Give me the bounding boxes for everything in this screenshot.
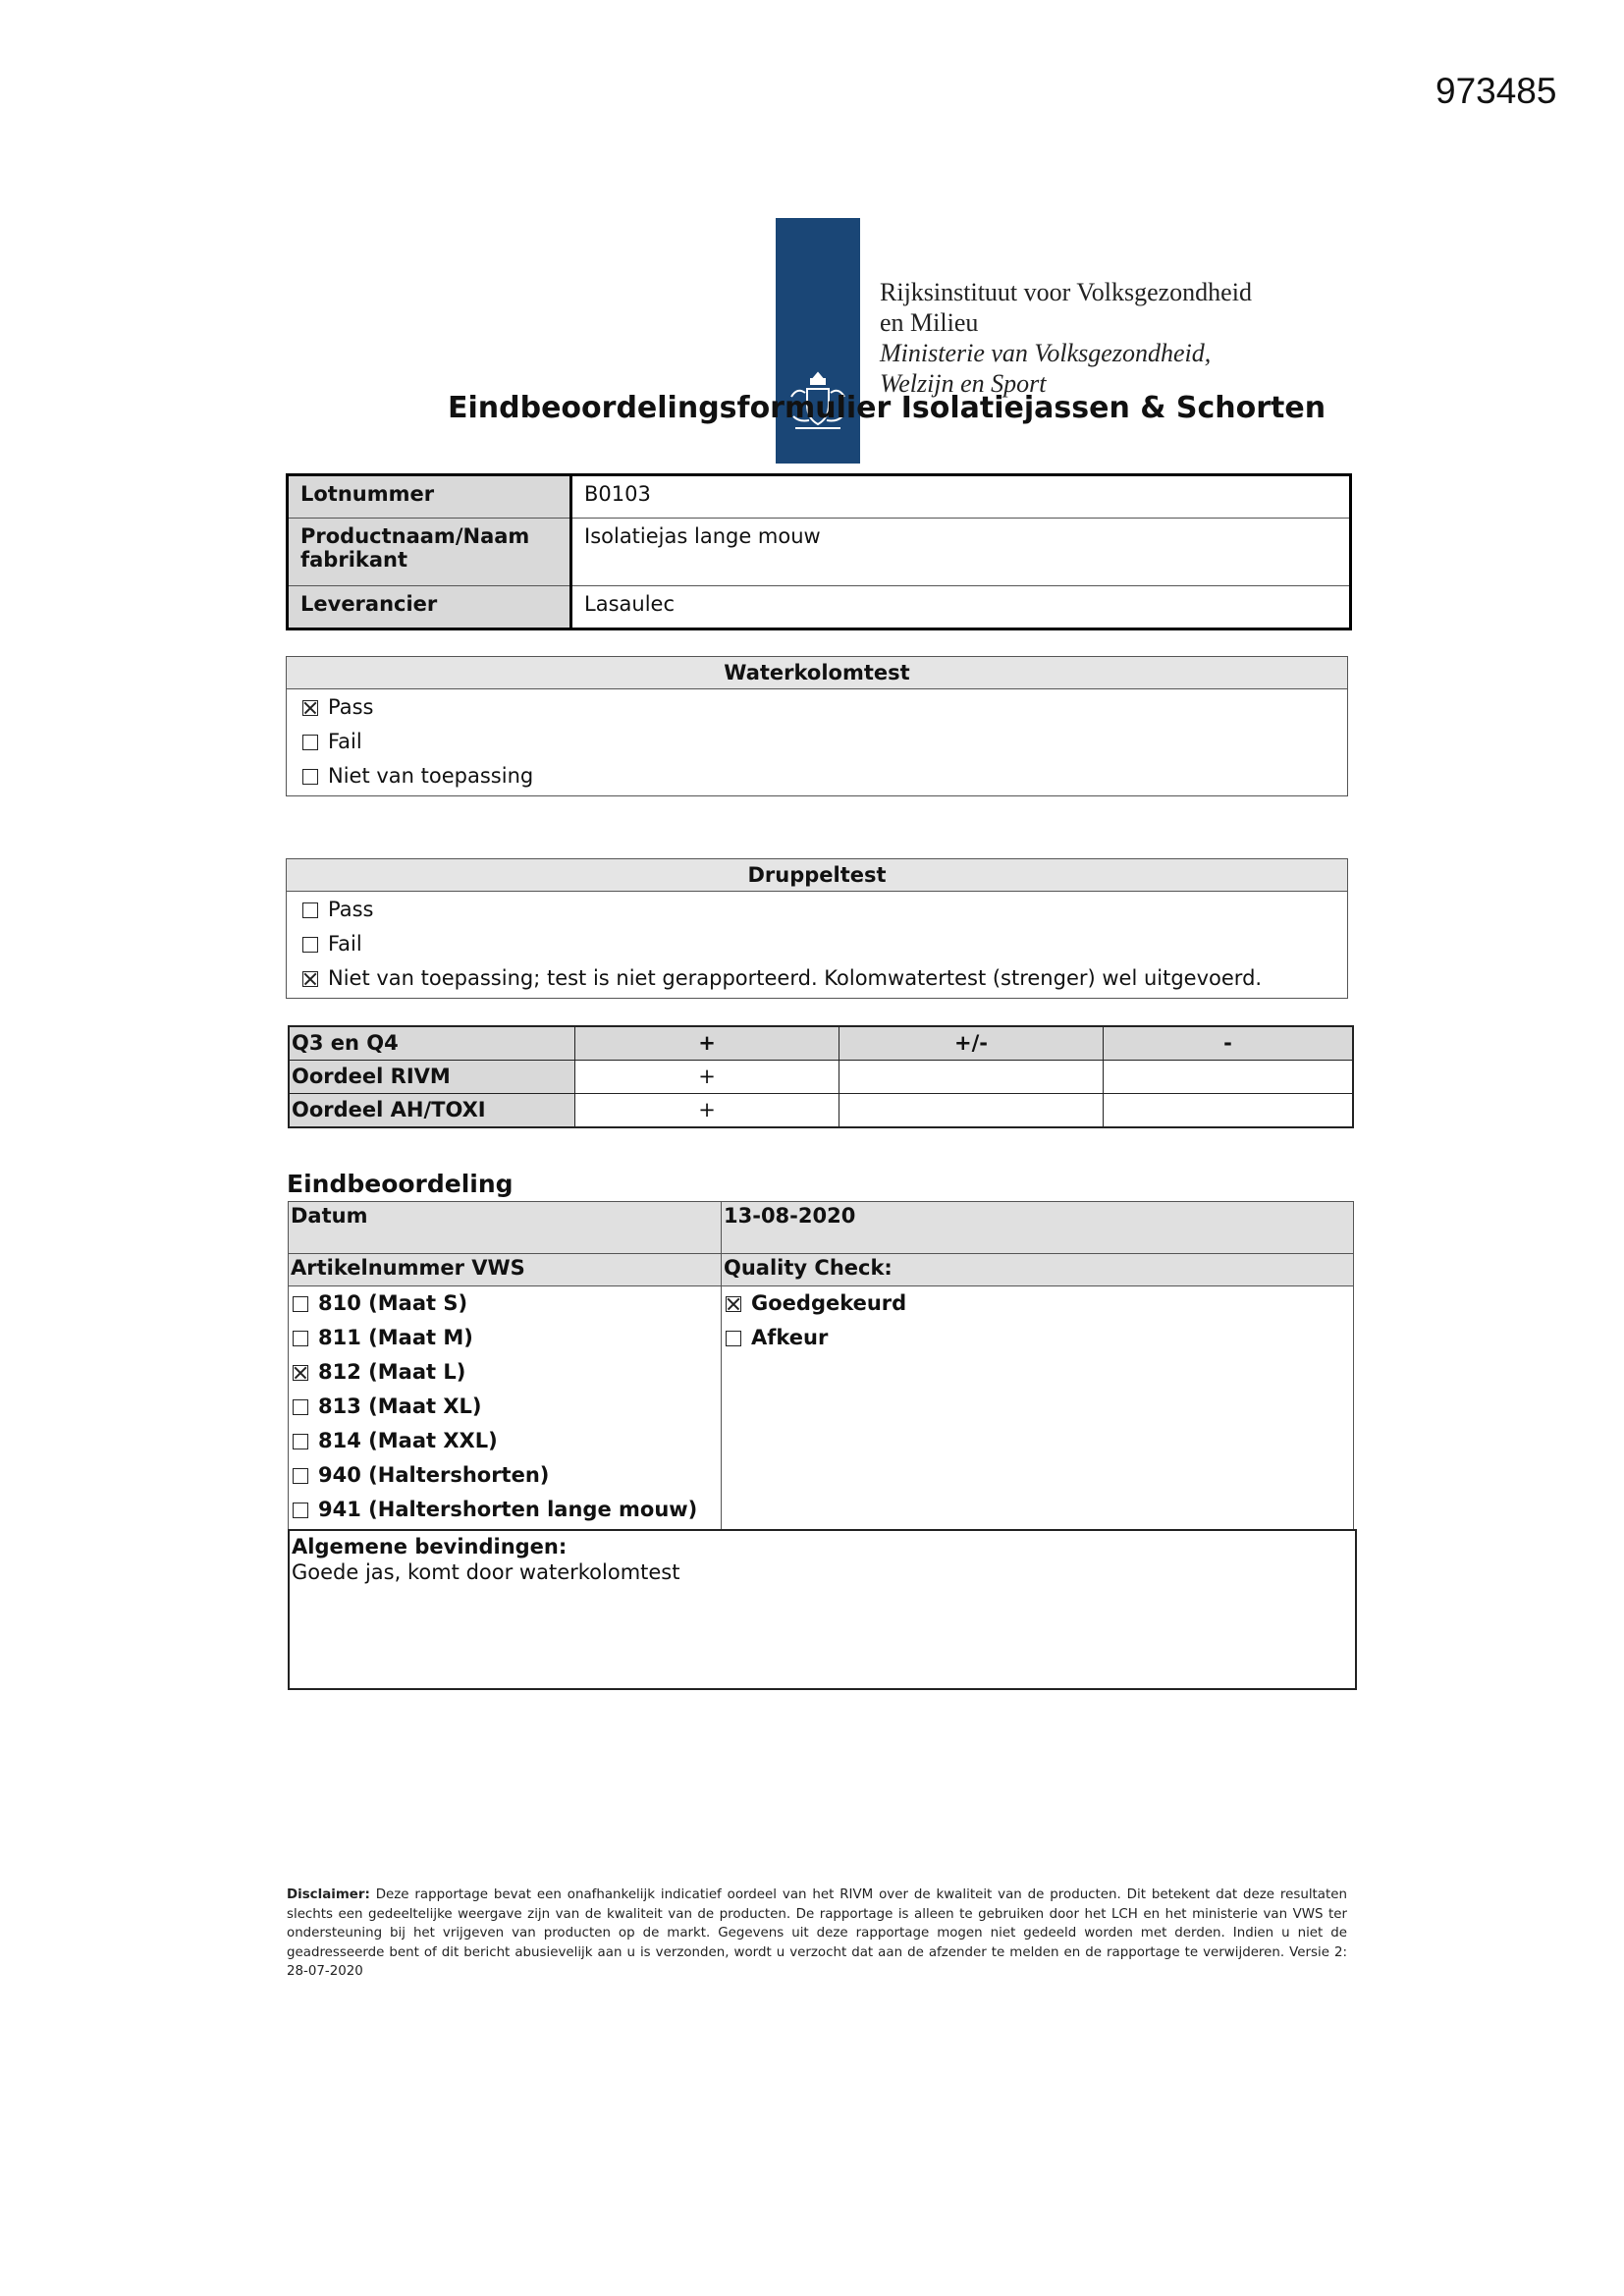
q-cell [839, 1094, 1104, 1128]
quality-label: Afkeur [751, 1326, 829, 1349]
artikel-label: 813 (Maat XL) [318, 1394, 482, 1418]
artikel-940[interactable] [291, 1458, 719, 1493]
section-title: Druppeltest [287, 859, 1347, 892]
info-value: Isolatiejas lange mouw [571, 519, 1351, 586]
q-row-ah-toxi [289, 1094, 1353, 1128]
ministry-line-1: Ministerie van Volksgezondheid, [880, 339, 1212, 367]
artikel-812[interactable] [291, 1355, 719, 1390]
checkbox-icon[interactable] [293, 1468, 308, 1484]
column-header-row [289, 1254, 1354, 1286]
bevindingen-text: Goede jas, komt door waterkolomtest [292, 1560, 680, 1584]
option-fail[interactable] [287, 725, 1347, 759]
datum-row [289, 1202, 1354, 1254]
checkbox-icon[interactable] [293, 1296, 308, 1312]
quality-list [722, 1286, 1354, 1530]
checkbox-checked-icon[interactable] [302, 971, 318, 987]
quality-label: Goedgekeurd [751, 1291, 907, 1315]
artikel-813[interactable] [291, 1390, 719, 1424]
option-fail[interactable] [287, 927, 1347, 961]
option-label: Fail [328, 932, 362, 956]
option-label: Pass [328, 898, 374, 921]
artikel-label: 814 (Maat XXL) [318, 1429, 498, 1452]
q-header-plusminus: +/- [839, 1026, 1104, 1061]
option-label: Niet van toepassing; test is niet gerapporteerd. Kolomwatertest (strenger) wel uitgevoerd. [328, 966, 1263, 990]
druppeltest-section [286, 858, 1348, 999]
disclaimer [287, 1886, 1347, 1982]
options-row [289, 1286, 1354, 1530]
algemene-bevindingen-box [288, 1529, 1357, 1690]
org-line-1: Rijksinstituut voor Volksgezondheid [880, 278, 1252, 306]
checkbox-icon[interactable] [293, 1399, 308, 1415]
artikel-814[interactable] [291, 1424, 719, 1458]
organization-name [880, 277, 1252, 399]
checkbox-checked-icon[interactable] [726, 1296, 741, 1312]
info-value: B0103 [571, 475, 1351, 519]
q-cell: + [575, 1061, 839, 1094]
option-label: Niet van toepassing [328, 764, 534, 788]
option-label: Pass [328, 695, 374, 719]
checkbox-icon[interactable] [302, 902, 318, 918]
q-cell [1104, 1061, 1354, 1094]
info-label: Leverancier [288, 586, 571, 629]
info-row-lotnummer [288, 475, 1351, 519]
option-pass[interactable] [287, 893, 1347, 927]
checkbox-icon[interactable] [293, 1503, 308, 1518]
checkbox-icon[interactable] [293, 1434, 308, 1449]
q-row-rivm [289, 1061, 1353, 1094]
checkbox-icon[interactable] [302, 937, 318, 953]
section-title: Waterkolomtest [287, 657, 1347, 689]
q3-q4-table [288, 1025, 1354, 1128]
disclaimer-label: Disclaimer: [287, 1887, 370, 1902]
checkbox-icon[interactable] [302, 769, 318, 785]
option-label: Fail [328, 730, 362, 753]
artikel-label: 941 (Haltershorten lange mouw) [318, 1498, 698, 1521]
q-cell: + [575, 1094, 839, 1128]
waterkolomtest-section [286, 656, 1348, 796]
checkbox-icon[interactable] [726, 1331, 741, 1346]
artikel-label: 810 (Maat S) [318, 1291, 468, 1315]
datum-value: 13-08-2020 [722, 1202, 1354, 1254]
bevindingen-label: Algemene bevindingen: [292, 1535, 568, 1558]
artikel-941[interactable] [291, 1493, 719, 1527]
info-label: Lotnummer [288, 475, 571, 519]
q-row-label: Oordeel AH/TOXI [289, 1094, 575, 1128]
disclaimer-text: Deze rapportage bevat een onafhankelijk indicatief oordeel van het RIVM over de kwaliteit van de producten. Dit betekent dat deze resultaten slechts een gedeeltelijke weergave zijn van de kwaliteit van de producten. De rapportage is alleen te gebruiken door het LCH en het ministerie van VWS ter ondersteuning bij het vrijgeven van producten op de markt. Gegevens uit deze rapportage mogen niet gedeeld worden met derden. Indien u niet de geadresseerde bent of dit bericht abusievelijk aan u is verzonden, wordt u verzocht dat aan de afzender te melden en de rapportage te verwijderen. Versie 2: 28-07-2020 [287, 1887, 1347, 1979]
checkbox-checked-icon[interactable] [293, 1365, 308, 1381]
info-row-leverancier [288, 586, 1351, 629]
q-header-plus: + [575, 1026, 839, 1061]
quality-check-label: Quality Check: [722, 1254, 1354, 1286]
checkbox-icon[interactable] [293, 1331, 308, 1346]
info-row-productnaam [288, 519, 1351, 586]
q-header-minus: - [1104, 1026, 1354, 1061]
info-value: Lasaulec [571, 586, 1351, 629]
eindbeoordeling-heading: Eindbeoordeling [287, 1170, 514, 1198]
q-header-label: Q3 en Q4 [289, 1026, 575, 1061]
artikel-label: 811 (Maat M) [318, 1326, 473, 1349]
product-info-table [286, 473, 1352, 630]
page-number: 973485 [1435, 71, 1557, 111]
artikel-label: 940 (Haltershorten) [318, 1463, 550, 1487]
checkbox-icon[interactable] [302, 735, 318, 750]
option-niet-van-toepassing[interactable] [287, 961, 1347, 996]
artikel-810[interactable] [291, 1286, 719, 1321]
eindbeoordeling-table [288, 1201, 1354, 1530]
artikel-list [289, 1286, 722, 1530]
q-cell [1104, 1094, 1354, 1128]
quality-afkeur[interactable] [724, 1321, 1351, 1355]
artikel-label: 812 (Maat L) [318, 1360, 466, 1384]
artikelnummer-label: Artikelnummer VWS [289, 1254, 722, 1286]
q-header-row [289, 1026, 1353, 1061]
checkbox-checked-icon[interactable] [302, 700, 318, 716]
artikel-811[interactable] [291, 1321, 719, 1355]
option-niet-van-toepassing[interactable] [287, 759, 1347, 793]
info-label: Productnaam/Naam fabrikant [288, 519, 571, 586]
option-pass[interactable] [287, 690, 1347, 725]
ministry-line-2: Welzijn en Sport [880, 369, 1047, 398]
page-title: Eindbeoordelingsformulier Isolatiejassen & Schorten [448, 391, 1326, 425]
datum-label: Datum [289, 1202, 722, 1254]
quality-goedgekeurd[interactable] [724, 1286, 1351, 1321]
q-row-label: Oordeel RIVM [289, 1061, 575, 1094]
q-cell [839, 1061, 1104, 1094]
org-line-2: en Milieu [880, 308, 979, 337]
